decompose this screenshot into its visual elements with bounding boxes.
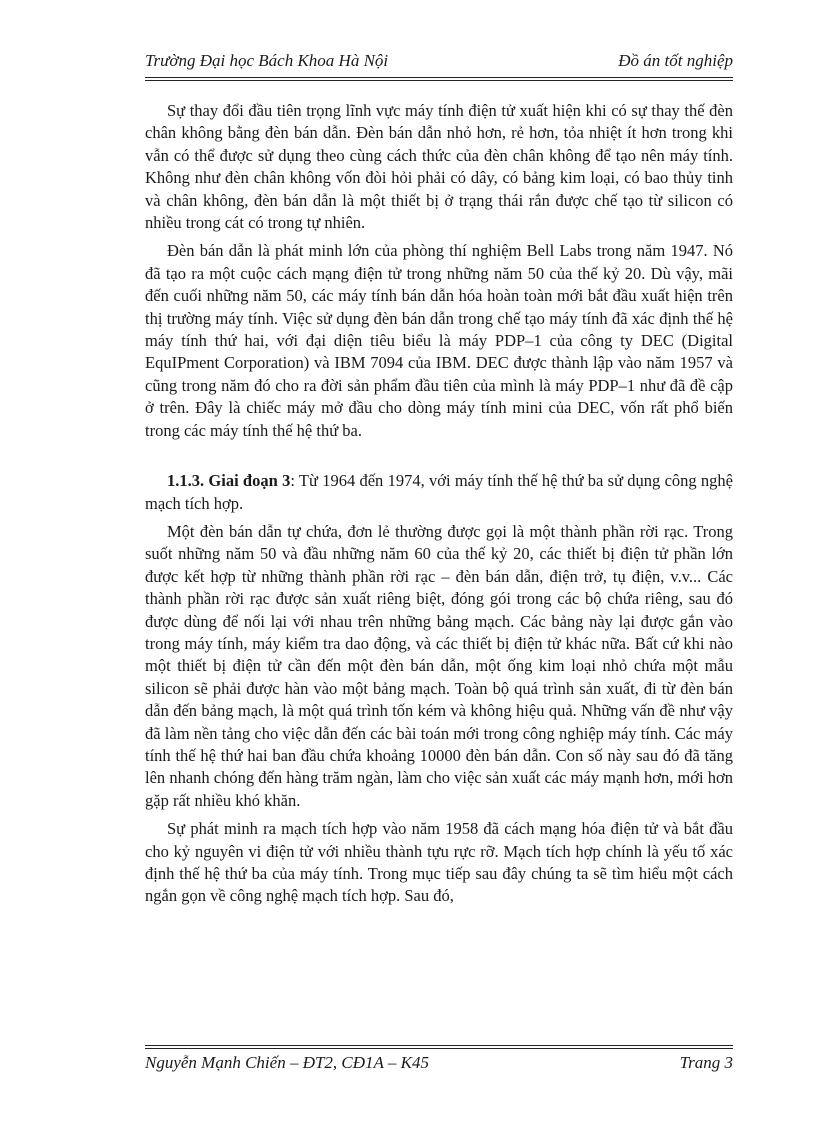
page-header — [145, 50, 733, 72]
paragraph-integrated-circuit: Sự phát minh ra mạch tích hợp vào năm 1958 đã cách mạng hóa điện tử và bắt đầu cho kỷ nguyên vi điện tử với nhiều thành tựu rực rỡ. Mạch tích hợp chính là yếu tố xác định thế hệ thứ ba của máy tính. Trong mục tiếp sau đây chúng ta sẽ tìm hiểu một cách ngắn gọn về công nghệ mạch tích hợp. Sau đó, — [145, 819, 733, 906]
paragraph-bell-labs: Đèn bán dẫn là phát minh lớn của phòng thí nghiệm Bell Labs trong năm 1947. Nó đã tạo ra một cuộc cách mạng điện tử trong những năm 50 của thế kỷ 20. Dù vậy, mãi đến cuối những năm 50, các máy tính bán dẫn hóa hoàn toàn mới bắt đầu xuất hiện trên thị trường máy tính. Việc sử dụng đèn bán dẫn trong chế tạo máy tính đã xác định thế hệ máy tính thứ hai, với đại diện tiêu biểu là máy PDP–1 của công ty DEC (Digital EquIPment Corporation) và IBM 7094 của IBM. DEC được thành lập vào năm 1957 và cũng trong năm đó cho ra đời sản phẩm đầu tiên của mình là máy PDP–1 như đã đề cập ở trên. Đây là chiếc máy mở đầu cho dòng máy tính mini của DEC, vốn rất phổ biến trong các máy tính thế hệ thứ ba. — [145, 241, 733, 440]
footer-divider — [145, 1045, 733, 1049]
section-heading-text: : Từ 1964 đến 1974, với máy tính thế hệ thứ ba sử dụng công nghệ mạch tích hợp. — [145, 471, 733, 513]
section-heading-paragraph — [145, 470, 733, 515]
paragraph-discrete-components: Một đèn bán dẫn tự chứa, đơn lẻ thường được gọi là một thành phần rời rạc. Trong suốt những năm 50 và đầu những năm 60 của thế kỷ 20, các thiết bị điện tử phần lớn được kết hợp từ những thành phần rời rạc – đèn bán dẫn, điện trở, tụ điện, v.v... Các thành phần rời rạc được sản xuất riêng biệt, đóng gói trong các bộ chứa riêng, sau đó được dùng để nối lại với nhau trên những bảng mạch. Các bảng này lại được gắn vào trong máy tính, máy kiểm tra dao động, và các thiết bị điện tử khác nữa. Bất cứ khi nào một thiết bị điện tử cần đến một đèn bán dẫn, một ống kim loại nhỏ chứa một mẫu silicon sẽ phải được hàn vào một bảng mạch. Toàn bộ quá trình sản xuất, đi từ đèn bán dẫn đến bảng mạch, là một quá trình tốn kém và không hiệu quả. Những vấn đề như vậy đã làm nền tảng cho việc dẫn đến các bài toán mới trong công nghiệp máy tính. Các máy tính thế hệ thứ hai ban đầu chứa khoảng 10000 đèn bán dẫn. Con số này sau đó đã tăng lên nhanh chóng đến hàng trăm ngàn, làm cho việc sản xuất các máy mạnh hơn, mới hơn gặp rất nhiều khó khăn. — [145, 521, 733, 810]
footer-author: Nguyễn Mạnh Chiến – ĐT2, CĐ1A – K45 — [145, 1053, 429, 1072]
header-university: Trường Đại học Bách Khoa Hà Nội — [145, 51, 389, 70]
header-divider — [145, 77, 733, 81]
section-heading: 1.1.3. Giai đoạn 3 — [167, 471, 291, 491]
paragraph-transistor-intro: Sự thay đổi đầu tiên trọng lĩnh vực máy tính điện tử xuất hiện khi có sự thay thế đèn chân không bằng đèn bán dẫn. Đèn bán dẫn nhỏ hơn, rẻ hơn, tỏa nhiệt ít hơn trong khi vẫn có thể được sử dụng theo cùng cách thức của đèn chân không để tạo nên máy tính. Không như đèn chân không vốn đòi hỏi phải có dây, có bảng kim loại, có bao thủy tinh và chân không, đèn bán dẫn là một thiết bị ở trạng thái rắn được chế tạo từ silicon có nhiều trong cát có trong tự nhiên. — [145, 101, 733, 233]
page-footer — [145, 1052, 733, 1074]
page-body — [145, 100, 733, 914]
footer-page-number: Trang 3 — [679, 1053, 733, 1072]
header-document-type: Đồ án tốt nghiệp — [618, 51, 733, 70]
